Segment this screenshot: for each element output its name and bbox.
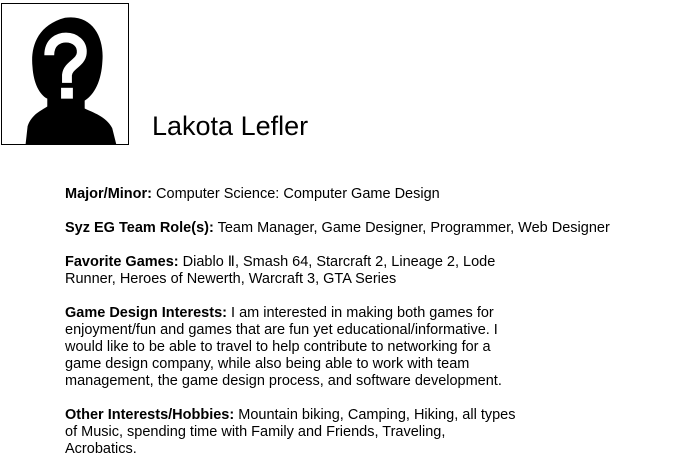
hobbies-line: of Music, spending time with Family and Friends, Traveling,: [65, 424, 446, 440]
design-interests-line: would like to be able to travel to help contribute to networking for a: [65, 339, 491, 355]
hobbies-line: Mountain biking, Camping, Hiking, all types: [238, 407, 516, 423]
question-silhouette-icon: [2, 4, 128, 144]
major-minor-value: Computer Science: Computer Game Design: [156, 186, 440, 202]
major-minor-field: [65, 186, 440, 203]
avatar: [1, 3, 129, 145]
major-minor-label: Major/Minor:: [65, 186, 152, 202]
favorite-games-label: Favorite Games:: [65, 254, 179, 270]
profile-name: Lakota Lefler: [152, 111, 309, 141]
design-interests-line: game design company, while also being able to work with team: [65, 356, 470, 372]
hobbies-line: Acrobatics.: [65, 441, 137, 457]
favorite-games-line: Diablo Ⅱ, Smash 64, Starcraft 2, Lineage 2, Lode: [182, 254, 496, 270]
hobbies-field: [65, 407, 565, 458]
favorite-games-line: Runner, Heroes of Newerth, Warcraft 3, GTA Series: [65, 271, 397, 287]
design-interests-label: Game Design Interests:: [65, 305, 227, 321]
design-interests-line: management, the game design process, and software development.: [65, 373, 502, 389]
hobbies-label: Other Interests/Hobbies:: [65, 407, 235, 423]
design-interests-line: enjoyment/fun and games that are fun yet educational/informative. I: [65, 322, 498, 338]
team-role-label: Syz EG Team Role(s):: [65, 220, 214, 236]
team-role-field: [65, 220, 610, 237]
design-interests-field: [65, 305, 545, 390]
team-role-value: Team Manager, Game Designer, Programmer, Web Designer: [217, 220, 610, 236]
design-interests-line: I am interested in making both games for: [231, 305, 494, 321]
favorite-games-field: [65, 254, 545, 288]
